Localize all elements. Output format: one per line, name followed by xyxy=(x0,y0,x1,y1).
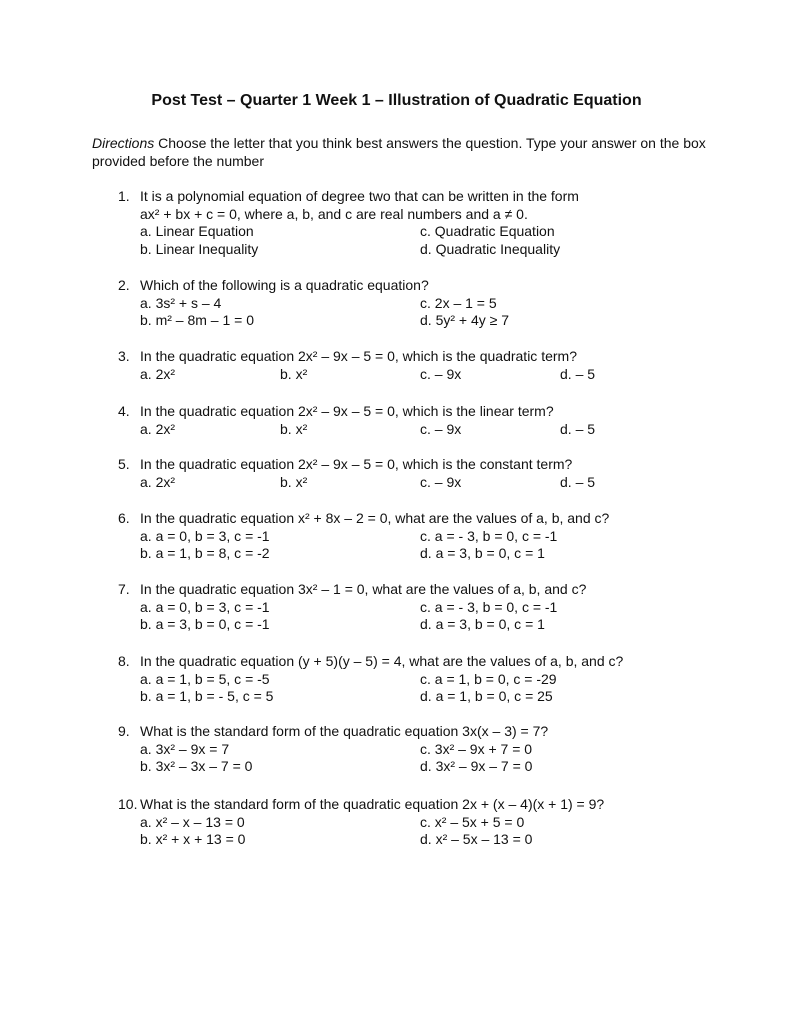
question-6 xyxy=(118,510,708,563)
option-d[interactable]: d. 3x² – 9x – 7 = 0 xyxy=(420,758,533,774)
question-text: What is the standard form of the quadratic equation 3x(x – 3) = 7? xyxy=(140,723,549,739)
question-text: Which of the following is a quadratic equation? xyxy=(140,277,429,293)
question-text: In the quadratic equation 2x² – 9x – 5 = 0, which is the quadratic term? xyxy=(140,348,577,364)
question-number: 9. xyxy=(118,723,130,739)
question-text: In the quadratic equation 2x² – 9x – 5 = 0, which is the constant term? xyxy=(140,456,573,472)
option-b[interactable]: b. x² xyxy=(280,420,308,437)
option-d[interactable]: d. – 5 xyxy=(560,473,596,490)
question-10 xyxy=(118,796,708,849)
question-number: 7. xyxy=(118,581,130,597)
option-d[interactable]: d. a = 3, b = 0, c = 1 xyxy=(420,545,545,561)
option-a[interactable]: a. 2x² xyxy=(140,420,176,437)
option-c[interactable]: c. a = 1, b = 0, c = -29 xyxy=(420,670,557,687)
option-d[interactable]: d. x² – 5x – 13 = 0 xyxy=(420,831,533,847)
question-9 xyxy=(118,723,708,776)
option-b[interactable]: b. m² – 8m – 1 = 0 xyxy=(140,312,254,328)
question-number: 4. xyxy=(118,403,130,419)
option-b[interactable]: b. a = 1, b = - 5, c = 5 xyxy=(140,688,274,704)
question-text: In the quadratic equation 2x² – 9x – 5 = 0, which is the linear term? xyxy=(140,403,554,419)
question-text: What is the standard form of the quadratic equation 2x + (x – 4)(x + 1) = 9? xyxy=(140,796,605,812)
option-b[interactable]: b. x² xyxy=(280,473,308,490)
question-number: 10. xyxy=(118,796,138,812)
question-text: It is a polynomial equation of degree two that can be written in the form xyxy=(140,188,579,204)
question-text-continued: ax² + bx + c = 0, where a, b, and c are real numbers and a ≠ 0. xyxy=(140,205,528,222)
option-c[interactable]: c. 2x – 1 = 5 xyxy=(420,294,497,311)
option-a[interactable]: a. 2x² xyxy=(140,473,176,490)
option-a[interactable]: a. x² – x – 13 = 0 xyxy=(140,813,245,830)
question-3 xyxy=(118,348,708,383)
option-c[interactable]: c. a = - 3, b = 0, c = -1 xyxy=(420,527,558,544)
question-7 xyxy=(118,581,708,634)
option-a[interactable]: a. 3s² + s – 4 xyxy=(140,294,222,311)
option-d[interactable]: d. a = 1, b = 0, c = 25 xyxy=(420,688,553,704)
option-d[interactable]: d. Quadratic Inequality xyxy=(420,240,561,257)
option-b[interactable]: b. a = 1, b = 8, c = -2 xyxy=(140,545,270,561)
option-d[interactable]: d. – 5 xyxy=(560,420,596,437)
option-d[interactable]: d. a = 3, b = 0, c = 1 xyxy=(420,616,545,632)
option-a[interactable]: a. Linear Equation xyxy=(140,223,254,239)
directions-label: Directions xyxy=(92,135,155,151)
option-c[interactable]: c. 3x² – 9x + 7 = 0 xyxy=(420,740,533,757)
option-d[interactable]: d. 5y² + 4y ≥ 7 xyxy=(420,312,510,328)
option-b[interactable]: b. x² xyxy=(280,365,308,382)
question-2 xyxy=(118,277,708,330)
question-number: 8. xyxy=(118,653,130,669)
directions xyxy=(92,134,712,170)
question-number: 2. xyxy=(118,277,130,293)
option-d[interactable]: d. – 5 xyxy=(560,365,596,382)
option-c[interactable]: c. – 9x xyxy=(420,473,462,490)
option-c[interactable]: c. – 9x xyxy=(420,420,462,437)
option-b[interactable]: b. Linear Inequality xyxy=(140,240,259,257)
question-text: In the quadratic equation (y + 5)(y – 5) = 4, what are the values of a, b, and c? xyxy=(140,653,624,669)
option-a[interactable]: a. 3x² – 9x = 7 xyxy=(140,740,230,757)
question-number: 5. xyxy=(118,456,130,472)
directions-text: Choose the letter that you think best answers the question. Type your answer on the box provided before the number xyxy=(92,135,706,169)
option-a[interactable]: a. a = 0, b = 3, c = -1 xyxy=(140,598,270,615)
option-a[interactable]: a. 2x² xyxy=(140,365,176,382)
option-c[interactable]: c. x² – 5x + 5 = 0 xyxy=(420,813,525,830)
option-c[interactable]: c. Quadratic Equation xyxy=(420,223,555,239)
question-4 xyxy=(118,403,708,438)
question-1 xyxy=(118,188,708,258)
option-b[interactable]: b. 3x² – 3x – 7 = 0 xyxy=(140,758,253,774)
option-c[interactable]: c. – 9x xyxy=(420,365,462,382)
question-8 xyxy=(118,653,708,706)
option-a[interactable]: a. a = 0, b = 3, c = -1 xyxy=(140,527,270,544)
option-a[interactable]: a. a = 1, b = 5, c = -5 xyxy=(140,670,270,687)
question-number: 6. xyxy=(118,510,130,526)
question-5 xyxy=(118,456,708,491)
page-title: Post Test – Quarter 1 Week 1 – Illustration of Quadratic Equation xyxy=(151,92,642,109)
option-b[interactable]: b. a = 3, b = 0, c = -1 xyxy=(140,616,270,632)
question-text: In the quadratic equation x² + 8x – 2 = 0, what are the values of a, b, and c? xyxy=(140,510,610,526)
option-c[interactable]: c. a = - 3, b = 0, c = -1 xyxy=(420,598,558,615)
question-text: In the quadratic equation 3x² – 1 = 0, what are the values of a, b, and c? xyxy=(140,581,587,597)
question-number: 1. xyxy=(118,188,130,204)
option-b[interactable]: b. x² + x + 13 = 0 xyxy=(140,831,246,847)
question-number: 3. xyxy=(118,348,130,364)
